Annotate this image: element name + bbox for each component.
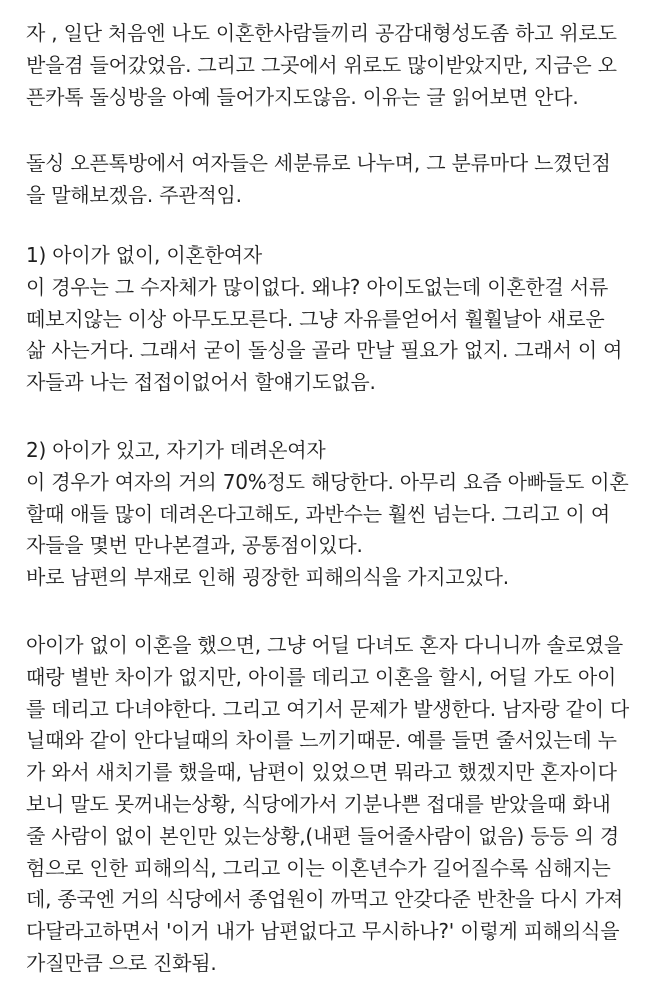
- paragraph-intro: [26, 18, 617, 113]
- text-line: 보니 말도 못꺼내는상황, 식당에가서 기분나쁜 접대를 받았을때 화내: [26, 791, 611, 816]
- text-line: 을 말해보겠음. 주관적임.: [26, 182, 242, 207]
- text-line: 삶 사는거다. 그래서 굳이 돌싱을 골라 만날 필요가 없지. 그래서 이 여: [26, 338, 623, 363]
- text-line: 데, 종국엔 거의 식당에서 종업원이 까먹고 안갖다준 반찬을 다시 가져: [26, 887, 623, 912]
- text-line: 돌싱 오픈톡방에서 여자들은 세분류로 나누며, 그 분류마다 느꼈던점: [26, 151, 611, 175]
- text-line: 떼보지않는 이상 아무도모른다. 그냥 자유를얻어서 훨훨날아 새로운: [26, 306, 605, 331]
- paragraph-type-1: [26, 240, 622, 399]
- text-line: 때랑 별반 차이가 없지만, 아이를 데리고 이혼을 할시, 어딜 가도 아이: [26, 664, 617, 689]
- text-line: 자들을 몇번 만나본결과, 공통점이있다.: [26, 533, 363, 558]
- section-heading: 1) 아이가 없이, 이혼한여자: [26, 243, 262, 267]
- text-line: 가 와서 새치기를 했을때, 남편이 있었으면 뭐라고 했겠지만 혼자이다: [26, 760, 617, 785]
- text-line: 다달라고하면서 '이거 내가 남편없다고 무시하나?' 이렇게 피해의식을: [26, 919, 620, 944]
- text-line: 바로 남편의 부재로 인해 굉장한 피해의식을 가지고있다.: [26, 565, 509, 590]
- text-line: 닐때와 같이 안다닐때의 차이를 느끼기때문. 예를 들면 줄서있는데 누: [26, 728, 617, 753]
- text-line: 줄 사람이 없이 본인만 있는상황,(내편 들어줄사람이 없음) 등등 의 경: [26, 823, 620, 848]
- text-line: 험으로 인한 피해의식, 그리고 이는 이혼년수가 길어질수록 심해지는: [26, 855, 611, 880]
- text-line: 자들과 나는 접접이없어서 할얘기도없음.: [26, 370, 376, 395]
- paragraph-type-2: [26, 435, 629, 594]
- text-line: 받을겸 들어갔었음. 그리고 그곳에서 위로도 많이받았지만, 지금은 오: [26, 52, 617, 77]
- text-line: 할때 애들 많이 데려온다고해도, 과반수는 훨씬 넘는다. 그리고 이 여: [26, 501, 610, 526]
- text-line: 자 , 일단 처음엔 나도 이혼한사람들끼리 공감대형성도좀 하고 위로도: [26, 21, 617, 45]
- text-line: 아이가 없이 이혼을 했으면, 그냥 어딜 다녀도 혼자 다니니까 솔로였을: [26, 633, 623, 657]
- text-line: 가질만큼 으로 진화됨.: [26, 950, 217, 975]
- text-line: 를 데리고 다녀야한다. 그리고 여기서 문제가 발생한다. 남자랑 같이 다: [26, 696, 630, 721]
- paragraph-classification: [26, 148, 611, 212]
- text-line: 이 경우는 그 수자체가 많이없다. 왜냐? 아이도없는데 이혼한걸 서류: [26, 274, 609, 299]
- text-line: 이 경우가 여자의 거의 70%정도 해당한다. 아무리 요즘 아빠들도 이혼: [26, 469, 629, 494]
- paragraph-explanation: [26, 630, 629, 980]
- section-heading: 2) 아이가 있고, 자기가 데려온여자: [26, 438, 326, 462]
- text-line: 픈카톡 돌싱방을 아예 들어가지도않음. 이유는 글 읽어보면 안다.: [26, 84, 579, 109]
